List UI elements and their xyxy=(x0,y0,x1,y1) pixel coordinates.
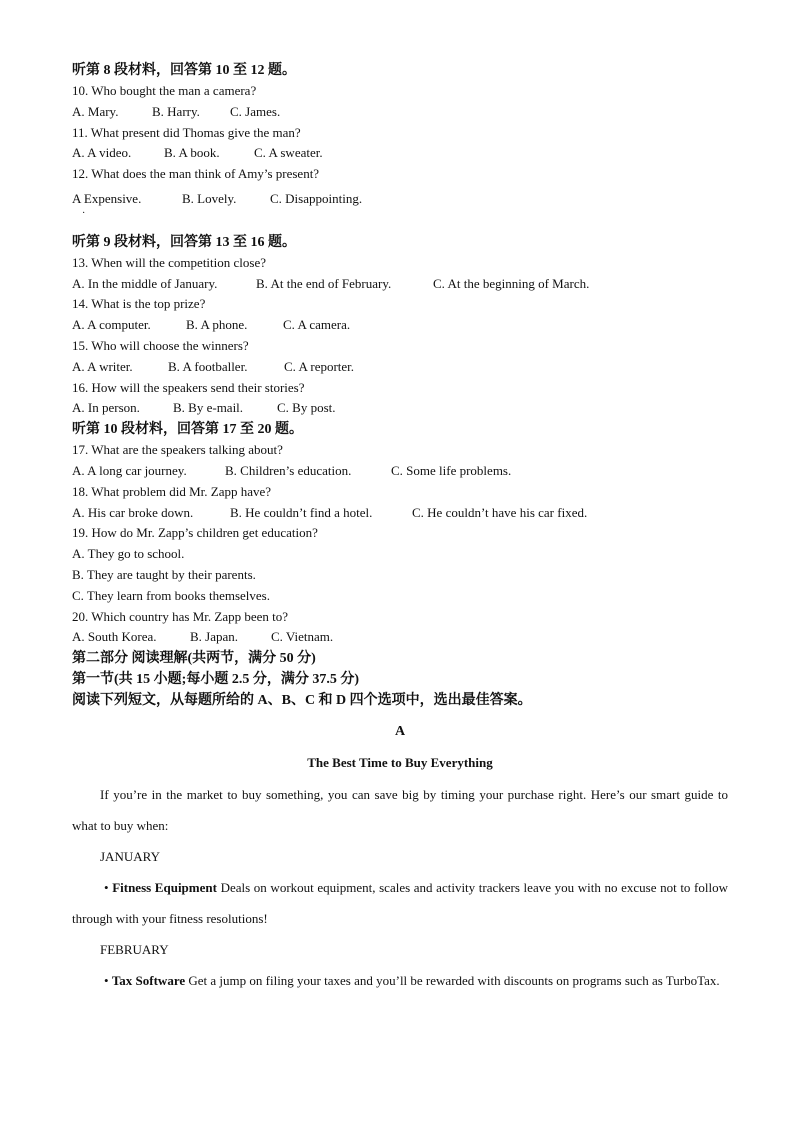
question-20: 20. Which country has Mr. Zapp been to? xyxy=(72,608,289,624)
option-a: A. A long car journey. xyxy=(72,462,187,478)
options-10 xyxy=(72,102,728,123)
option-c: C. A reporter. xyxy=(284,358,355,374)
month-january: JANUARY xyxy=(100,849,160,865)
option-c: C. By post. xyxy=(277,400,336,416)
option-b: B. A footballer. xyxy=(168,358,248,374)
option-a: A. In person. xyxy=(72,400,140,416)
option-b: B. Children’s education. xyxy=(225,462,352,478)
option-b: B. A book. xyxy=(164,145,220,161)
option-a: A. A writer. xyxy=(72,358,133,374)
option-c: C. Some life problems. xyxy=(391,462,512,478)
option-19-a: A. They go to school. xyxy=(72,546,185,562)
part-2-title: 第二部分 阅读理解(共两节，满分 50 分) xyxy=(72,651,316,667)
item-title: Fitness Equipment xyxy=(112,880,217,896)
option-a: A. In the middle of January. xyxy=(72,275,218,291)
section-9-header: 听第 9 段材料，回答第 13 至 16 题。 xyxy=(72,234,296,250)
option-b: B. He couldn’t find a hotel. xyxy=(230,504,373,520)
option-c: C. A camera. xyxy=(283,317,351,333)
option-b: B. At the end of February. xyxy=(256,275,392,291)
question-14: 14. What is the top prize? xyxy=(72,296,206,312)
option-b: B. Japan. xyxy=(190,629,239,645)
section-10-header: 听第 10 段材料，回答第 17 至 20 题。 xyxy=(72,422,303,438)
option-c: C. Disappointing. xyxy=(270,190,363,206)
option-b: B. A phone. xyxy=(186,317,248,333)
option-b: B. Harry. xyxy=(152,103,200,119)
bullet-icon: • xyxy=(104,880,109,896)
question-19: 19. How do Mr. Zapp’s children get education? xyxy=(72,525,318,541)
part-2-instruction: 阅读下列短文，从每题所给的 A、B、C 和 D 四个选项中，选出最佳答案。 xyxy=(72,693,532,709)
question-15: 15. Who will choose the winners? xyxy=(72,337,249,353)
section-8-header: 听第 8 段材料，回答第 10 至 12 题。 xyxy=(72,63,296,78)
question-10: 10. Who bought the man a camera? xyxy=(72,83,257,98)
option-b: B. Lovely. xyxy=(182,190,237,206)
option-c: C. He couldn’t have his car fixed. xyxy=(412,504,588,520)
question-17: 17. What are the speakers talking about? xyxy=(72,442,283,458)
option-c: C. James. xyxy=(230,103,281,119)
option-a: A. A video. xyxy=(72,145,132,161)
option-19-c: C. They learn from books themselves. xyxy=(72,587,270,603)
item-fitness-equipment xyxy=(72,872,728,934)
options-14 xyxy=(72,315,728,336)
part-2-section-1: 第一节(共 15 小题;每小题 2.5 分，满分 37.5 分) xyxy=(72,672,359,688)
question-13: 13. When will the competition close? xyxy=(72,254,266,270)
bullet-icon: • xyxy=(104,973,109,989)
item-title: Tax Software xyxy=(111,973,186,989)
option-a: A. Mary. xyxy=(72,103,119,119)
exam-page xyxy=(72,60,728,996)
month-february: FEBRUARY xyxy=(100,942,169,958)
option-a: A Expensive. xyxy=(72,190,142,206)
option-c: C. A sweater. xyxy=(254,145,323,161)
option-c: C. At the beginning of March. xyxy=(433,275,590,291)
question-12: 12. What does the man think of Amy’s present? xyxy=(72,166,320,182)
item-tax-software xyxy=(72,965,728,996)
options-15 xyxy=(72,357,728,378)
option-19-b: B. They are taught by their parents. xyxy=(72,566,256,582)
item-text: Deals on workout equipment, scales and activity trackers leave you with no excuse not to follow through with your fitness resolutions! xyxy=(72,880,728,927)
option-a: A. A computer. xyxy=(72,317,151,333)
passage-letter: A xyxy=(394,724,406,740)
options-18 xyxy=(72,503,728,524)
options-11 xyxy=(72,143,728,164)
passage-intro: If you’re in the market to buy something, you can save big by timing your purchase right. Here’s our smart guide to what to buy when: xyxy=(72,787,728,834)
option-a: A. His car broke down. xyxy=(72,504,194,520)
options-17 xyxy=(72,461,728,482)
options-16 xyxy=(72,398,728,419)
question-18: 18. What problem did Mr. Zapp have? xyxy=(72,483,272,499)
option-b: B. By e-mail. xyxy=(173,400,244,416)
passage-title: The Best Time to Buy Everything xyxy=(307,755,493,771)
options-13 xyxy=(72,274,728,295)
options-12 xyxy=(72,189,728,210)
option-a: A. South Korea. xyxy=(72,629,157,645)
question-16: 16. How will the speakers send their stories? xyxy=(72,379,305,395)
options-20 xyxy=(72,627,728,648)
option-c: C. Vietnam. xyxy=(271,629,334,645)
item-text: Get a jump on filing your taxes and you’ll be rewarded with discounts on programs such as TurboTax. xyxy=(185,973,720,989)
stray-dot: · xyxy=(82,207,86,219)
question-11: 11. What present did Thomas give the man? xyxy=(72,124,301,140)
